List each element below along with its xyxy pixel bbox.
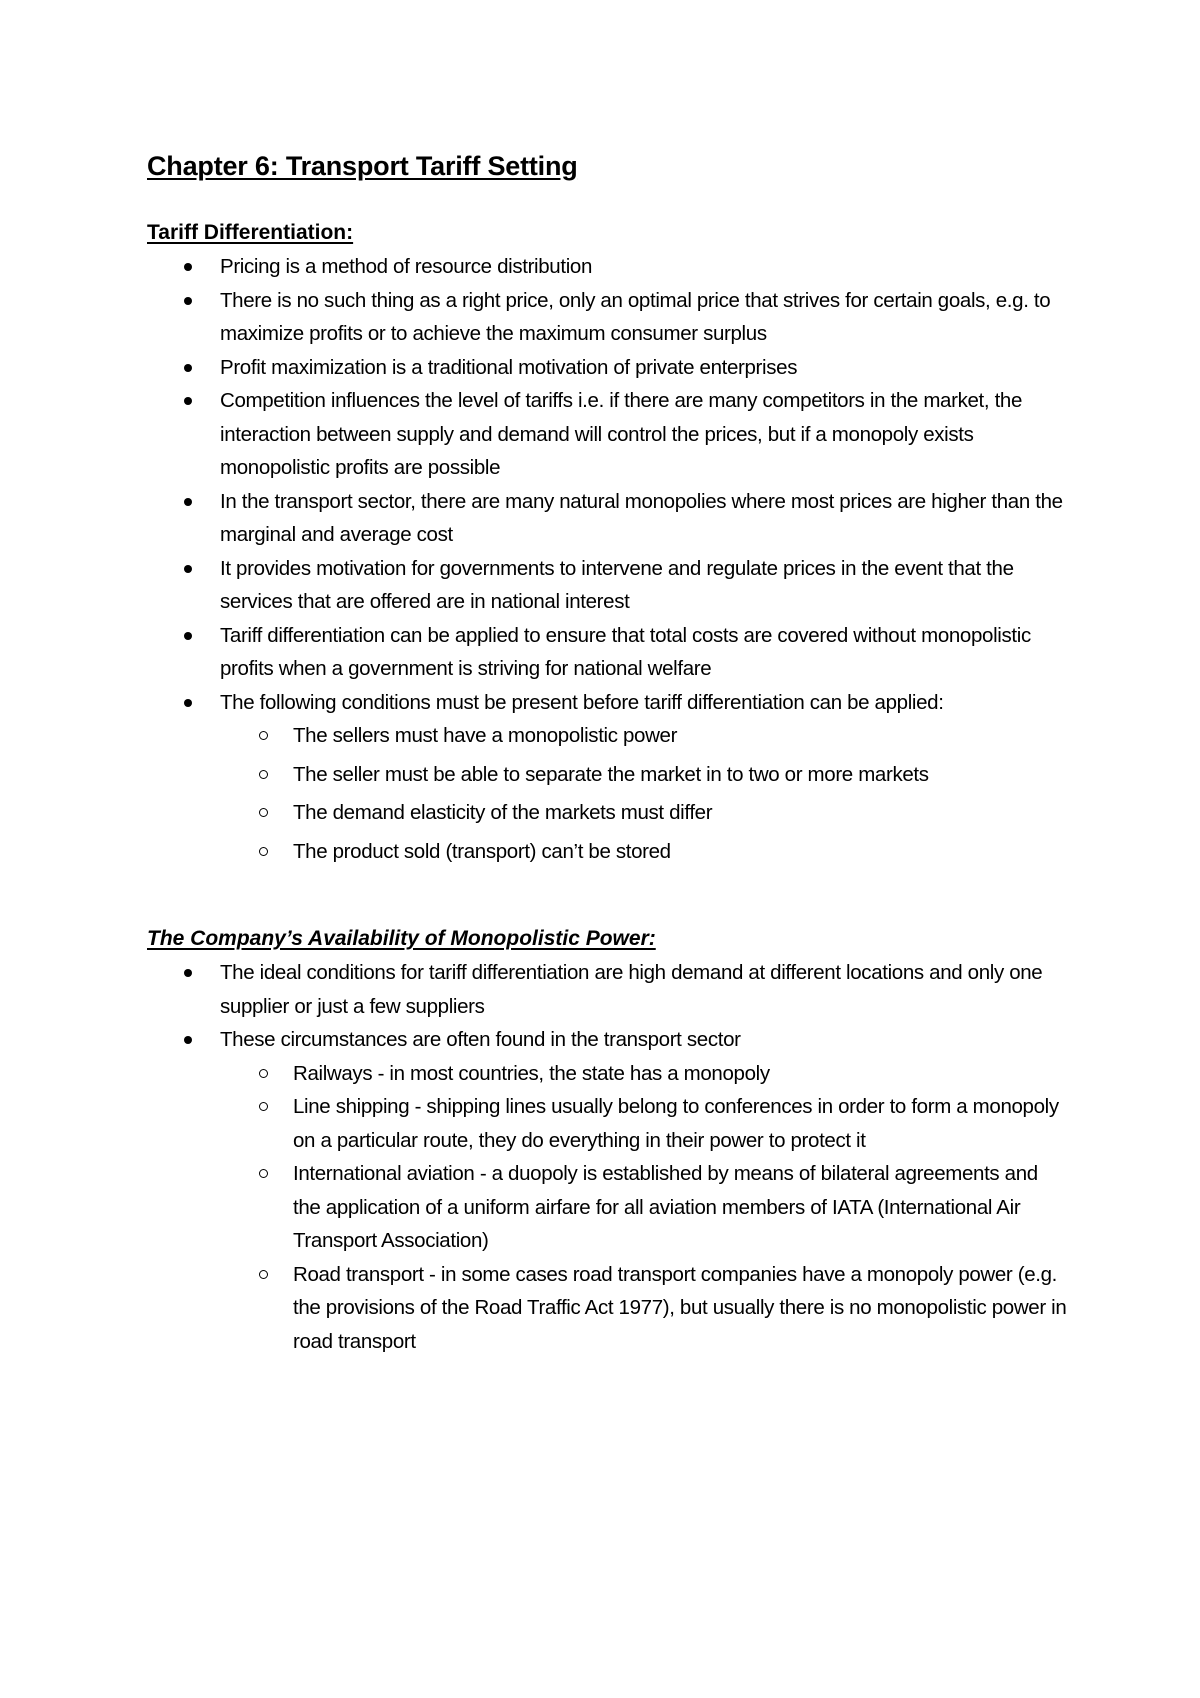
list-item xyxy=(147,284,1067,351)
list-item xyxy=(147,485,1067,552)
bullet-icon xyxy=(184,263,192,271)
sublist-item-text: The product sold (transport) can’t be stored xyxy=(293,839,671,863)
sublist-item-text: The demand elasticity of the markets must differ xyxy=(293,801,713,824)
list-item-text: The ideal conditions for tariff differentiation are high demand at different locations and only one supplier or just a few suppliers xyxy=(220,961,1043,1018)
list-item-text: These circumstances are often found in the transport sector xyxy=(220,1028,741,1051)
circle-bullet-icon xyxy=(259,770,268,779)
sublist-item-text: International aviation - a duopoly is established by means of bilateral agreements and the application of a uniform airfare for all aviation members of IATA (International Air Transport Association) xyxy=(293,1162,1038,1252)
bullet-icon xyxy=(184,699,192,707)
bullet-icon xyxy=(184,632,192,640)
circle-bullet-icon xyxy=(259,1169,268,1178)
monopolistic-power-list xyxy=(147,956,1067,1358)
section-heading-tariff-differentiation: Tariff Differentiation: xyxy=(147,221,354,244)
sublist-item xyxy=(147,758,1067,792)
list-item xyxy=(147,686,1067,869)
bullet-icon xyxy=(184,969,192,977)
list-item-text: It provides motivation for governments to intervene and regulate prices in the event that the services that are offered are in national interest xyxy=(220,556,1014,613)
list-item-text: Profit maximization is a traditional motivation of private enterprises xyxy=(220,355,798,379)
bullet-icon xyxy=(184,1036,192,1044)
sublist-item xyxy=(147,1057,1067,1091)
list-item xyxy=(147,384,1067,485)
list-item xyxy=(147,956,1067,1023)
circle-bullet-icon xyxy=(259,1270,268,1279)
list-item xyxy=(147,351,1067,385)
sublist-item-text: Road transport - in some cases road transport companies have a monopoly power (e.g. the provisions of the Road Traffic Act 1977), but usually there is no monopolistic power in road transport xyxy=(293,1262,1067,1353)
list-item xyxy=(147,250,1067,284)
bullet-icon xyxy=(184,565,192,573)
sublist-item xyxy=(147,1157,1067,1258)
sublist-item xyxy=(147,835,1067,869)
sublist-item xyxy=(147,719,1067,753)
sublist-item-text: The sellers must have a monopolistic power xyxy=(293,724,678,747)
bullet-icon xyxy=(184,364,192,372)
list-item-text: Pricing is a method of resource distribution xyxy=(220,255,593,278)
circle-bullet-icon xyxy=(259,1102,268,1111)
list-item xyxy=(147,1023,1067,1358)
document-page xyxy=(147,148,1067,1358)
conditions-sublist xyxy=(220,719,1067,868)
circle-bullet-icon xyxy=(259,847,268,856)
sublist-item xyxy=(147,1258,1067,1359)
bullet-icon xyxy=(184,297,192,305)
list-item-text: There is no such thing as a right price, only an optimal price that strives for certain goals, e.g. to maximize profits or to achieve the maximum consumer surplus xyxy=(220,288,1051,345)
list-item-text: Tariff differentiation can be applied to ensure that total costs are covered without monopolistic profits when a government is striving for national welfare xyxy=(220,623,1031,680)
bullet-icon xyxy=(184,397,192,405)
transport-examples-sublist xyxy=(220,1057,1067,1359)
circle-bullet-icon xyxy=(259,1069,268,1078)
sublist-item-text: The seller must be able to separate the market in to two or more markets xyxy=(293,762,929,786)
list-item-text: The following conditions must be present before tariff differentiation can be applied: xyxy=(220,690,944,714)
sublist-item-text: Railways - in most countries, the state has a monopoly xyxy=(293,1061,770,1085)
tariff-differentiation-list xyxy=(147,250,1067,868)
sublist-item-text: Line shipping - shipping lines usually belong to conferences in order to form a monopoly on a particular route, they do everything in their power to protect it xyxy=(293,1095,1059,1152)
list-item xyxy=(147,619,1067,686)
list-item-text: In the transport sector, there are many natural monopolies where most prices are higher than the marginal and average cost xyxy=(220,489,1063,546)
bullet-icon xyxy=(184,498,192,506)
list-item-text: Competition influences the level of tariffs i.e. if there are many competitors in the market, the interaction between supply and demand will control the prices, but if a monopoly exists monopolistic profits are possible xyxy=(220,389,1023,479)
list-item xyxy=(147,552,1067,619)
sublist-item xyxy=(147,1090,1067,1157)
circle-bullet-icon xyxy=(259,731,268,740)
section-heading-monopolistic-power: The Company’s Availability of Monopolistic Power: xyxy=(147,927,656,950)
chapter-title: Chapter 6: Transport Tariff Setting xyxy=(147,151,578,181)
sublist-item xyxy=(147,796,1067,830)
circle-bullet-icon xyxy=(259,808,268,817)
